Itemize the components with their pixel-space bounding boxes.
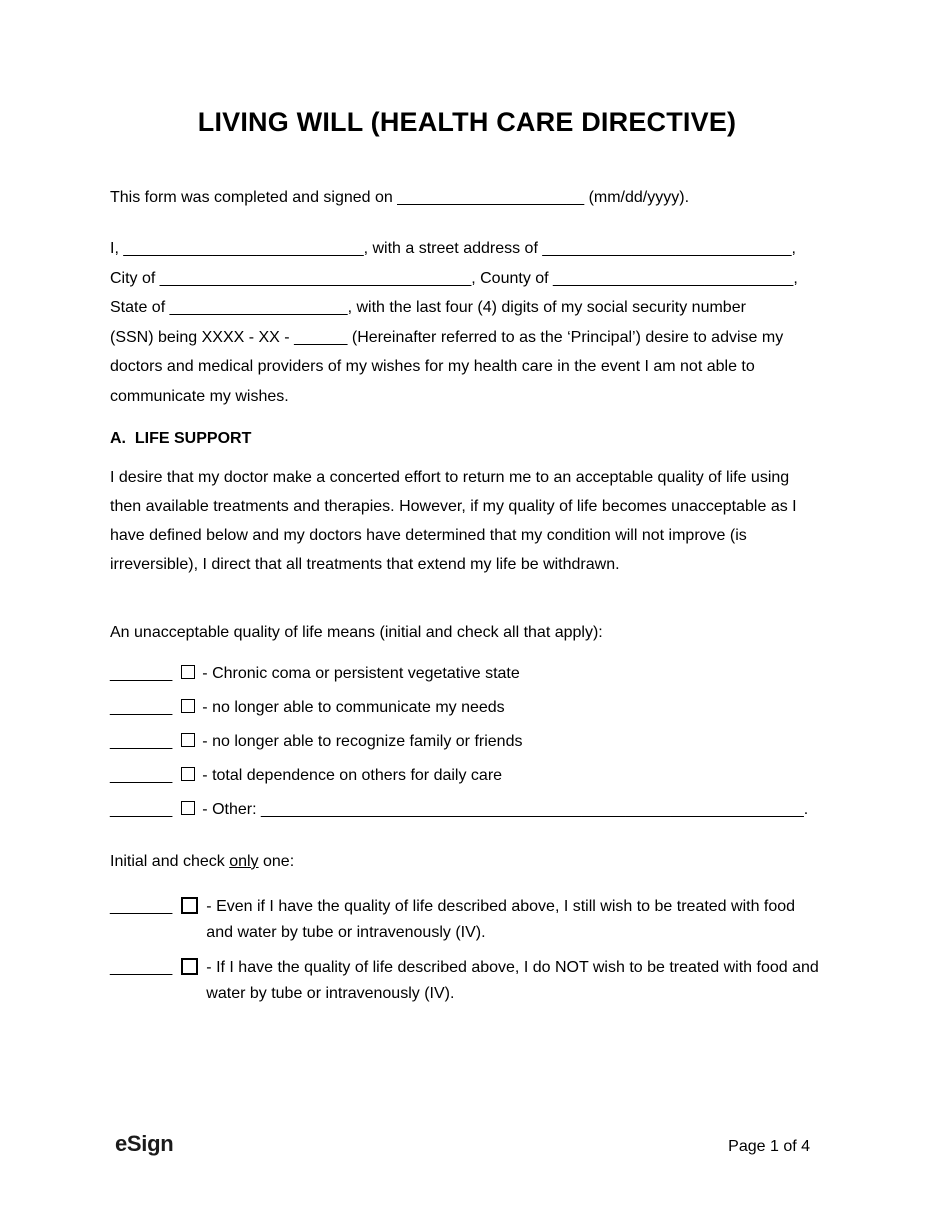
initials-blank[interactable]: _______ [110, 665, 173, 682]
intro-line: (SSN) being XXXX - XX - ______ (Hereinafter referred to as the ‘Principal’) desire to advise my [110, 328, 784, 346]
checklist-item [110, 697, 824, 718]
single-choice-intro [110, 852, 824, 872]
checklist-item-label: - Other: [202, 801, 257, 818]
checkbox[interactable] [181, 665, 195, 679]
checkbox[interactable] [181, 801, 195, 815]
food-water-options [110, 894, 824, 1007]
checklist-item-other [110, 799, 824, 820]
page-title: LIVING WILL (HEALTH CARE DIRECTIVE) [197, 107, 737, 137]
checkbox[interactable] [181, 699, 195, 713]
option-row [110, 894, 824, 946]
other-fill-in-blank[interactable]: _____________________________________________________________. [260, 801, 809, 818]
intro-line: City of ___________________________________, County of ___________________________, [110, 269, 798, 287]
checklist-item-label: - total dependence on others for daily care [202, 767, 503, 784]
checklist-item [110, 731, 824, 752]
checkbox[interactable] [181, 897, 198, 914]
checklist-item-label: - Chronic coma or persistent vegetative state [202, 665, 520, 682]
intro-line: doctors and medical providers of my wishes for my health care in the event I am not able to [110, 358, 755, 375]
checklist-item [110, 663, 824, 684]
initials-blank[interactable]: _______ [110, 699, 173, 716]
option-row [110, 955, 824, 1007]
principal-info-paragraph [110, 234, 824, 411]
intro-line: I, ___________________________, with a street address of ____________________________, [110, 240, 796, 257]
initials-blank[interactable]: _______ [110, 898, 173, 915]
checklist-intro: An unacceptable quality of life means (initial and check all that apply): [110, 624, 603, 641]
initials-blank[interactable]: _______ [110, 733, 173, 750]
intro-line: communicate my wishes. [110, 387, 289, 405]
single-choice-intro-only: only [229, 853, 259, 870]
option-label: - If I have the quality of life described above, I do NOT wish to be treated with food and water by tube or intravenously (IV). [206, 959, 819, 1002]
single-choice-intro-text: one: [258, 853, 295, 870]
page-number: Page 1 of 4 [728, 1138, 810, 1155]
initials-blank[interactable]: _______ [110, 959, 173, 976]
initials-blank[interactable]: _______ [110, 767, 173, 784]
single-choice-intro-text: Initial and check [110, 853, 230, 870]
option-label: - Even if I have the quality of life described above, I still wish to be treated with food and water by tube or intravenously (IV). [206, 898, 796, 941]
quality-of-life-checklist [110, 663, 824, 820]
checklist-item-label: - no longer able to recognize family or friends [202, 733, 523, 750]
checkbox[interactable] [181, 767, 195, 781]
section-a-heading: A. LIFE SUPPORT [110, 430, 252, 447]
page-footer [115, 1131, 810, 1157]
initials-blank[interactable]: _______ [110, 801, 173, 818]
esign-logo: eSign [115, 1131, 174, 1156]
signed-date-line: This form was completed and signed on _____________________ (mm/dd/yyyy). [110, 189, 690, 206]
checklist-item [110, 765, 824, 786]
checkbox[interactable] [181, 958, 198, 975]
checkbox[interactable] [181, 733, 195, 747]
checklist-item-label: - no longer able to communicate my needs [202, 699, 505, 716]
section-a-body: I desire that my doctor make a concerted effort to return me to an acceptable quality of life using then available treatments and therapies. However, if my quality of life becomes unacceptable as I have defined below and my doctors have determined that my condition will not improve (is irreversible), I direct that all treatments that extend my life be withdrawn. [110, 469, 797, 573]
intro-line: State of ____________________, with the last four (4) digits of my social security number [110, 299, 746, 316]
